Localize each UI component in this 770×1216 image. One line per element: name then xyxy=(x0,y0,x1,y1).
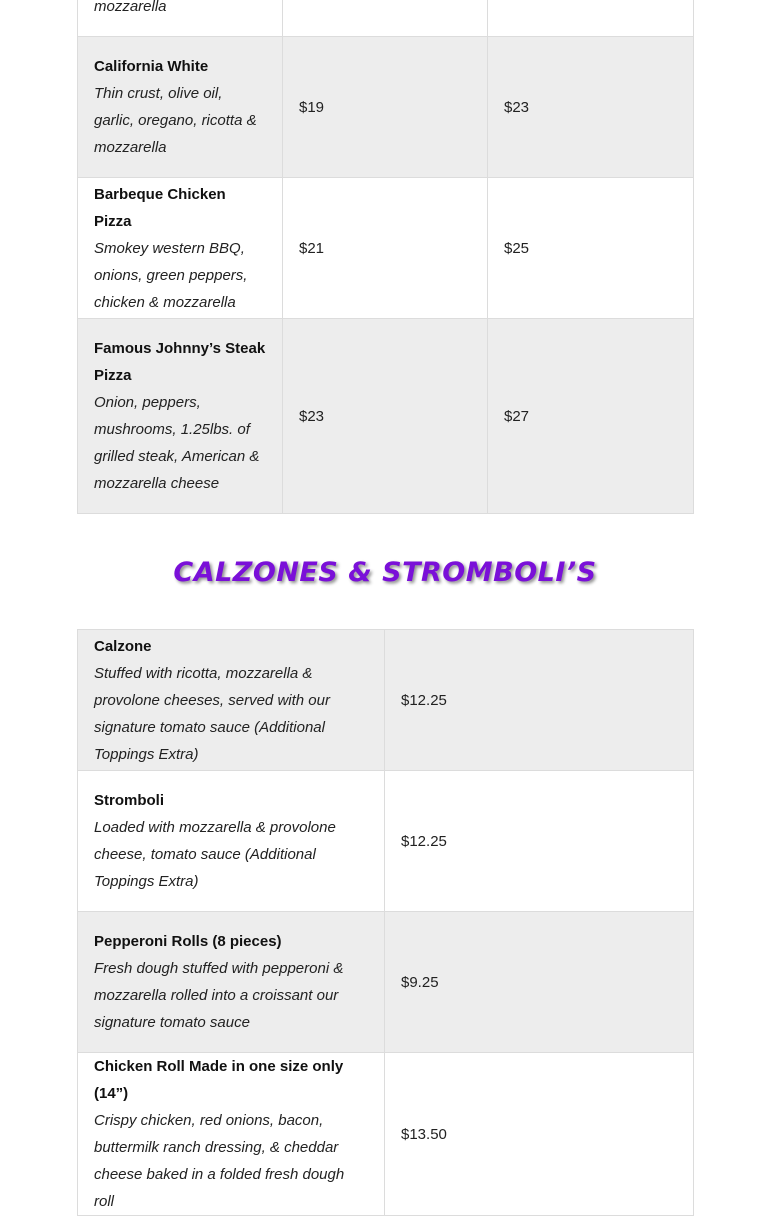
table-row xyxy=(78,771,694,912)
item-cell xyxy=(78,912,385,1053)
item-cell xyxy=(78,630,385,771)
item-description: Loaded with mozzarella & provolone cheese, tomato sauce (Additional Toppings Extra) xyxy=(94,819,336,890)
item-name: Calzone xyxy=(94,637,152,655)
item-name: Pepperoni Rolls (8 pieces) xyxy=(94,933,282,950)
item-cell xyxy=(78,178,283,319)
item-cell xyxy=(78,1053,385,1216)
price-small-cell xyxy=(283,319,488,514)
item-name: California White xyxy=(94,58,209,75)
table-row xyxy=(78,912,694,1053)
item-cell xyxy=(78,0,283,37)
item-description: Crispy chicken, red onions, bacon, buttermilk ranch dressing, & cheddar cheese baked in a folded fresh dough roll xyxy=(94,1112,345,1210)
item-cell xyxy=(78,771,385,912)
price: $9.25 xyxy=(401,973,439,991)
price: $12.25 xyxy=(401,691,447,709)
price-large: $27 xyxy=(504,407,530,425)
price-large: $25 xyxy=(504,239,530,257)
price-small-cell xyxy=(283,37,488,178)
item-description: mozzarella xyxy=(94,0,167,15)
table-row xyxy=(78,37,694,178)
item-cell xyxy=(78,319,283,514)
price-large-cell xyxy=(488,37,694,178)
price-small: $19 xyxy=(299,98,325,116)
table-row xyxy=(78,630,694,771)
calzone-menu-table xyxy=(77,629,694,1216)
price-cell xyxy=(385,912,694,1053)
price-large-cell xyxy=(488,319,694,514)
price: $12.25 xyxy=(401,832,447,850)
price-cell xyxy=(385,630,694,771)
table-row xyxy=(78,178,694,319)
price-large-cell xyxy=(488,0,694,37)
item-name: Famous Johnny’s Steak Pizza xyxy=(94,340,266,384)
pizza-menu-table xyxy=(77,0,694,514)
price-small-cell xyxy=(283,0,488,37)
price-cell xyxy=(385,1053,694,1216)
item-name: Barbeque Chicken Pizza xyxy=(94,185,226,230)
table-row xyxy=(78,1053,694,1216)
price-small: $23 xyxy=(299,407,325,425)
price: $13.50 xyxy=(401,1125,447,1143)
price-small: $21 xyxy=(299,239,325,257)
item-description: Thin crust, olive oil, garlic, oregano, ricotta & mozzarella xyxy=(94,85,257,156)
price-large: $23 xyxy=(504,98,530,116)
price-cell xyxy=(385,771,694,912)
price-small-cell xyxy=(283,178,488,319)
price-large-cell xyxy=(488,178,694,319)
item-description: Stuffed with ricotta, mozzarella & provolone cheeses, served with our signature tomato sauce (Additional Toppings Extra) xyxy=(94,664,330,763)
item-description: Onion, peppers, mushrooms, 1.25lbs. of grilled steak, American & mozzarella cheese xyxy=(94,394,260,492)
item-cell xyxy=(78,37,283,178)
section-heading: CALZONES & STROMBOLI’S xyxy=(173,557,597,588)
table-row xyxy=(78,0,694,37)
item-description: Smokey western BBQ, onions, green peppers, chicken & mozzarella xyxy=(94,239,248,311)
item-name: Stromboli xyxy=(94,792,164,809)
item-name: Chicken Roll Made in one size only (14”) xyxy=(94,1058,344,1102)
item-description: Fresh dough stuffed with pepperoni & mozzarella rolled into a croissant our signature tomato sauce xyxy=(94,960,344,1031)
table-row xyxy=(78,319,694,514)
